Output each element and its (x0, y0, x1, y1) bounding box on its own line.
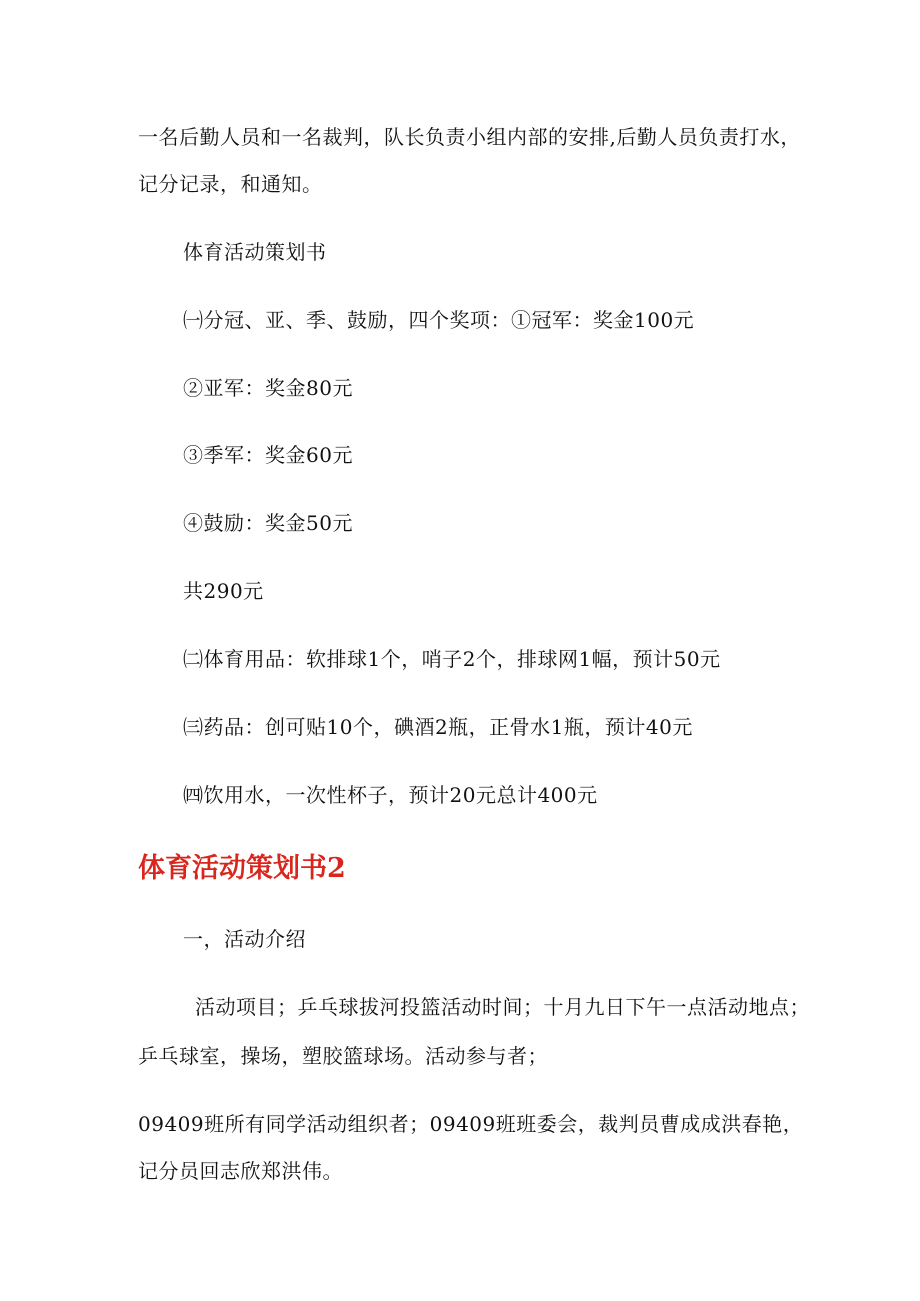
paragraph-line: 一名后勤人员和一名裁判，队长负责小组内部的安排,后勤人员负责打水， (138, 125, 801, 149)
list-item: ㈠分冠、亚、季、鼓励，四个奖项：①冠军：奖金100元 (183, 308, 695, 332)
list-item: ④鼓励：奖金50元 (183, 511, 353, 535)
section-subheading: 一，活动介绍 (183, 927, 306, 951)
paragraph-line: 活动项目；乒乓球拔河投篮活动时间；十月九日下午一点活动地点； (195, 995, 810, 1019)
paragraph-line: 记分员回志欣郑洪伟。 (138, 1159, 343, 1183)
paragraph-line: 乒乓球室，操场，塑胶篮球场。活动参与者； (138, 1044, 548, 1068)
section-heading: 体育活动策划书2 (138, 853, 346, 884)
list-item: ㈣饮用水，一次性杯子，预计20元总计400元 (183, 783, 598, 807)
list-item: ③季军：奖金60元 (183, 443, 353, 467)
list-item: ②亚军：奖金80元 (183, 376, 353, 400)
list-item: ㈢药品：创可贴10个，碘酒2瓶，正骨水1瓶，预计40元 (183, 715, 693, 739)
list-item: 共290元 (183, 579, 264, 603)
list-item: ㈡体育用品：软排球1个，哨子2个，排球网1幅，预计50元 (183, 647, 721, 671)
paragraph-line: 09409班所有同学活动组织者；09409班班委会，裁判员曹成成洪春艳， (138, 1112, 804, 1136)
paragraph-subtitle: 体育活动策划书 (183, 240, 327, 264)
paragraph-line: 记分记录，和通知。 (138, 172, 323, 196)
